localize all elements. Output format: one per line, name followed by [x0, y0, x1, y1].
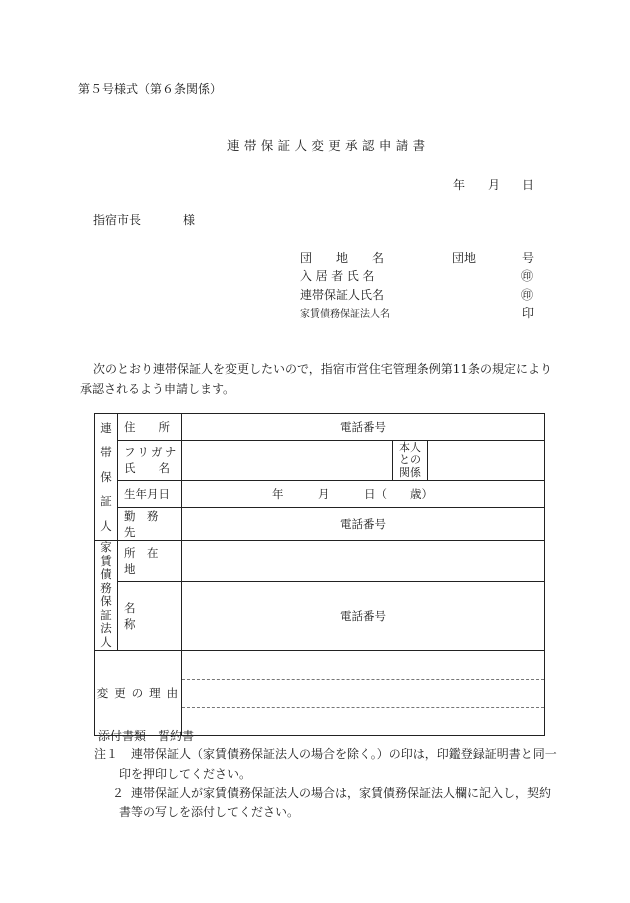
- note-2-line-1: 連帯保証人が家賃債務保証法人の場合は，家賃債務保証法人欄に記入し，契約: [131, 786, 552, 800]
- note-2-prefix: ２: [112, 786, 125, 800]
- note-1-line-1: 連帯保証人（家賃債務保証法人の場合を除く。）の印は，印鑑登録証明書と同一: [131, 747, 557, 761]
- reason-line-2: [182, 707, 544, 735]
- application-table: [94, 413, 545, 736]
- reason-label: 変 更 の 理 由: [95, 650, 182, 735]
- resident-label: 入居者氏名: [300, 269, 379, 283]
- attachments: 添付書類 誓約書: [98, 729, 195, 743]
- date-year: 年: [453, 178, 466, 192]
- dob-label: 生年月日: [118, 481, 182, 508]
- page-title: 連帯保証人変更承認申請書: [227, 138, 430, 153]
- dob-value: 年 月 日（ 歳）: [182, 481, 545, 508]
- corp-label: 家賃債務保証法人名: [300, 309, 390, 320]
- name-label: 氏 名: [124, 460, 170, 475]
- date-month: 月: [488, 178, 501, 192]
- danchi-label: 団 地 名: [300, 251, 385, 265]
- guarantor-label: 連帯保証人氏名: [300, 288, 385, 302]
- work-phone-label: 電話番号: [182, 508, 545, 541]
- body-line-1: 次のとおり連帯保証人を変更したいので，指宿市営住宅管理条例第11条の規定により: [93, 362, 553, 376]
- location-value[interactable]: [182, 541, 545, 582]
- section-guarantor-label: 連 帯 保 証 人: [95, 414, 118, 541]
- corp-phone-label: 電話番号: [182, 581, 545, 650]
- corp-name-label: 名 称: [118, 581, 182, 650]
- addressee-honorific: 様: [183, 213, 196, 227]
- location-label: 所 在 地: [118, 541, 182, 582]
- furigana-label: フリガナ: [124, 444, 179, 459]
- note-1-prefix: 注１: [94, 747, 119, 761]
- relation-label: 本人 との 関係: [393, 441, 428, 481]
- body-line-2: 承認されるよう申請します。: [80, 382, 236, 396]
- address-phone-label: 電話番号: [182, 414, 545, 441]
- note-1-line-2: 印を押印してください。: [119, 767, 252, 781]
- address-label: 住 所: [118, 414, 182, 441]
- name-value[interactable]: [182, 441, 393, 481]
- seal-mark-guarantor: ㊞: [521, 288, 534, 302]
- reason-line-1: [182, 679, 544, 707]
- note-2-line-2: 書等の写しを添付してください。: [119, 805, 300, 819]
- section-corp-label: 家 賃 債 務 保 証 法 人: [95, 541, 118, 651]
- relation-value[interactable]: [428, 441, 545, 481]
- form-number: 第５号様式（第６条関係）: [78, 82, 223, 96]
- reason-value[interactable]: [182, 650, 545, 735]
- work-label: 勤 務 先: [118, 508, 182, 541]
- go-suffix: 号: [522, 251, 535, 265]
- seal-mark-resident: ㊞: [521, 269, 534, 283]
- date-day: 日: [522, 178, 535, 192]
- name-label-cell: [118, 441, 182, 481]
- danchi-suffix: 団地: [452, 251, 477, 265]
- seal-mark-corp: 印: [522, 306, 535, 320]
- addressee-name: 指宿市長: [93, 213, 142, 227]
